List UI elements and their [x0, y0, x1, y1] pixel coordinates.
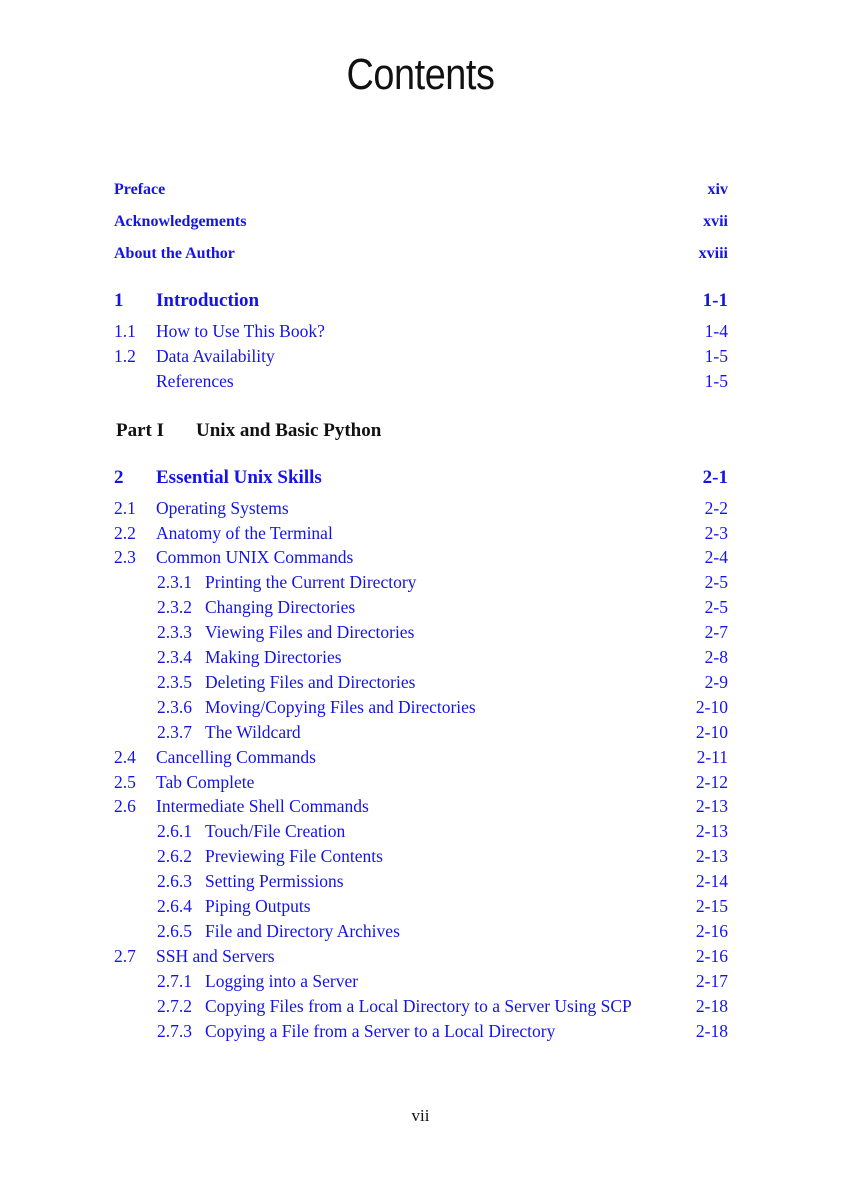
- toc-entry-label: Printing the Current Directory: [205, 572, 417, 592]
- toc-page-number: 2-4: [704, 547, 728, 567]
- toc-page-number: 2-11: [696, 747, 728, 767]
- toc-entry-label: Setting Permissions: [205, 871, 344, 891]
- toc-page-number: 2-1: [702, 467, 728, 488]
- toc-subsection[interactable]: [114, 570, 728, 594]
- page-number-footer: vii: [411, 1106, 430, 1125]
- toc-entry-label: SSH and Servers: [156, 946, 275, 966]
- toc-chapter-2[interactable]: [114, 466, 728, 490]
- toc-page-number: 1-5: [704, 346, 728, 366]
- toc-page-number: 1-1: [702, 290, 728, 311]
- toc-page-number: 2-2: [704, 498, 728, 518]
- toc-subsection[interactable]: [114, 969, 728, 993]
- toc-subsection[interactable]: [114, 869, 728, 893]
- toc-entry-number: 2.7: [114, 946, 136, 966]
- toc-page-number: 2-13: [695, 846, 728, 866]
- toc-subsection[interactable]: [114, 620, 728, 644]
- toc-entry-label: Common UNIX Commands: [156, 547, 354, 567]
- toc-page-number: 2-18: [695, 996, 728, 1016]
- toc-entry-label: Viewing Files and Directories: [205, 622, 415, 642]
- toc-entry-label: About the Author: [114, 245, 235, 262]
- toc-entry-acknowledgements[interactable]: [114, 210, 728, 234]
- toc-entry-label: Moving/Copying Files and Directories: [205, 697, 476, 717]
- toc-entry-number: 2: [114, 467, 124, 488]
- toc-entry-label: File and Directory Archives: [205, 921, 400, 941]
- toc-entry-number: 2.3.5: [157, 672, 192, 692]
- toc-entry-label: References: [156, 371, 234, 391]
- toc-page-number: 2-5: [704, 597, 728, 617]
- toc-section[interactable]: [114, 369, 728, 393]
- toc-page-number: 1-5: [704, 371, 728, 391]
- toc-section[interactable]: [114, 770, 728, 794]
- toc-entry-label: Touch/File Creation: [205, 821, 346, 841]
- toc-page-number: 2-7: [704, 622, 728, 642]
- toc-entry-label: Deleting Files and Directories: [205, 672, 416, 692]
- toc-entry-number: 2.6.4: [157, 896, 192, 916]
- toc-entry-label: Introduction: [156, 290, 260, 311]
- toc-entry-number: 2.3.7: [157, 722, 192, 742]
- toc-entry-preface[interactable]: [114, 178, 728, 202]
- toc-entry-label: Essential Unix Skills: [156, 467, 322, 488]
- toc-subsection[interactable]: [114, 819, 728, 843]
- toc-entry-label: Copying a File from a Server to a Local Directory: [205, 1021, 556, 1041]
- toc-entry-number: 2.1: [114, 498, 136, 518]
- toc-entry-label: Piping Outputs: [205, 896, 311, 916]
- toc-section[interactable]: [114, 794, 728, 818]
- toc-section[interactable]: [114, 745, 728, 769]
- toc-subsection[interactable]: [114, 695, 728, 719]
- toc-subsection[interactable]: [114, 595, 728, 619]
- toc-page-number: 2-3: [704, 523, 728, 543]
- toc-entry-number: 2.6.1: [157, 821, 192, 841]
- page-title: Contents: [346, 50, 495, 99]
- toc-entry-label: Making Directories: [205, 647, 342, 667]
- toc-subsection[interactable]: [114, 844, 728, 868]
- toc-page-number: 2-13: [695, 796, 728, 816]
- toc-entry-number: 2.6: [114, 796, 136, 816]
- toc-entry-number: 2.7.3: [157, 1021, 192, 1041]
- toc-entry-label: Previewing File Contents: [205, 846, 383, 866]
- toc-subsection[interactable]: [114, 1019, 728, 1043]
- toc-page-number: 2-9: [704, 672, 728, 692]
- toc-section[interactable]: [114, 545, 728, 569]
- toc-entry-number: 2.3.1: [157, 572, 192, 592]
- toc-page-number: 2-13: [695, 821, 728, 841]
- toc-page-number: 2-16: [695, 921, 728, 941]
- toc-section[interactable]: [114, 521, 728, 545]
- toc-subsection[interactable]: [114, 670, 728, 694]
- toc-page-number: 2-16: [695, 946, 728, 966]
- toc-entry-number: 2.2: [114, 523, 136, 543]
- toc-entry-label: Operating Systems: [156, 498, 289, 518]
- toc-page-number: 2-17: [695, 971, 728, 991]
- toc-entry-number: 2.3: [114, 547, 136, 567]
- toc-page-number: 2-8: [704, 647, 728, 667]
- toc-entry-label: Acknowledgements: [114, 213, 247, 230]
- toc-page-number: 2-12: [695, 772, 728, 792]
- toc-page-number: 2-10: [695, 722, 728, 742]
- part-title: Unix and Basic Python: [196, 420, 382, 441]
- toc-subsection[interactable]: [114, 919, 728, 943]
- toc-entry-number: 2.3.6: [157, 697, 192, 717]
- toc-section[interactable]: [114, 344, 728, 368]
- toc-page-number: 1-4: [704, 321, 728, 341]
- toc-entry-label: How to Use This Book?: [156, 321, 325, 341]
- toc-entry-number: 2.5: [114, 772, 136, 792]
- toc-page-number: xiv: [707, 181, 728, 198]
- toc-page-number: 2-5: [704, 572, 728, 592]
- toc-entry-label: Anatomy of the Terminal: [156, 523, 333, 543]
- toc-subsection[interactable]: [114, 720, 728, 744]
- toc-section[interactable]: [114, 319, 728, 343]
- toc-entry-label: Data Availability: [156, 346, 275, 366]
- toc-entry-number: 2.7.1: [157, 971, 192, 991]
- toc-entry-number: 2.3.2: [157, 597, 192, 617]
- toc-entry-number: 2.4: [114, 747, 136, 767]
- toc-entry-number: 1.1: [114, 321, 136, 341]
- toc-entry-label: Changing Directories: [205, 597, 356, 617]
- toc-entry-number: 2.7.2: [157, 996, 192, 1016]
- toc-entry-label: Copying Files from a Local Directory to a Server Using SCP: [205, 996, 632, 1016]
- toc-subsection[interactable]: [114, 994, 728, 1018]
- toc-entry-number: 2.3.4: [157, 647, 192, 667]
- toc-entry-label: Preface: [114, 181, 166, 198]
- toc-entry-number: 1.2: [114, 346, 136, 366]
- toc-entry-label: The Wildcard: [205, 722, 301, 742]
- toc-section[interactable]: [114, 496, 728, 520]
- toc-chapter-1[interactable]: [114, 289, 728, 313]
- toc-entry-label: Cancelling Commands: [156, 747, 316, 767]
- toc-entry-about-the-author[interactable]: [114, 242, 728, 266]
- toc-page-number: xviii: [698, 245, 728, 262]
- toc-page-number: 2-18: [695, 1021, 728, 1041]
- toc-entry-number: 2.6.2: [157, 846, 192, 866]
- toc-page-number: 2-15: [695, 896, 728, 916]
- toc-section[interactable]: [114, 944, 728, 968]
- toc-entry-label: Logging into a Server: [205, 971, 359, 991]
- part-label: Part I: [116, 420, 165, 441]
- toc-entry-label: Tab Complete: [156, 772, 255, 792]
- toc-entry-number: 2.6.3: [157, 871, 192, 891]
- toc-entry-number: 2.3.3: [157, 622, 192, 642]
- toc-entry-number: 1: [114, 290, 124, 311]
- toc-subsection[interactable]: [114, 645, 728, 669]
- toc-page-number: 2-14: [695, 871, 728, 891]
- toc-entry-label: Intermediate Shell Commands: [156, 796, 369, 816]
- toc-page-number: 2-10: [695, 697, 728, 717]
- toc-page-number: xvii: [703, 213, 728, 230]
- toc-entry-number: 2.6.5: [157, 921, 192, 941]
- toc-subsection[interactable]: [114, 894, 728, 918]
